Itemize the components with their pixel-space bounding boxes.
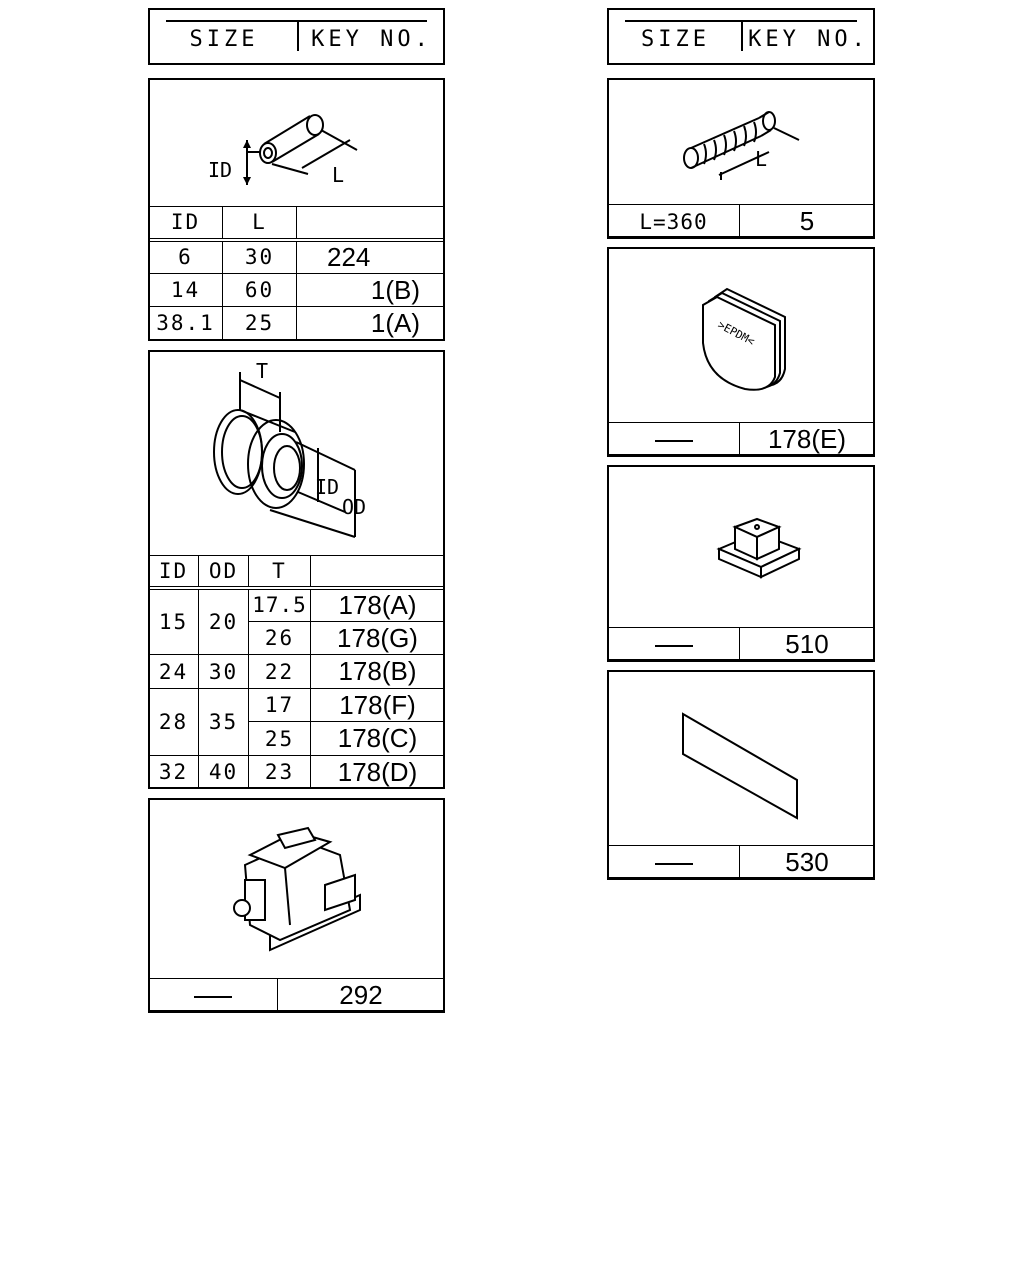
grommet-cell-key: 178(B) — [311, 655, 445, 689]
tube-table — [607, 204, 875, 239]
size-header-label-right: SIZE — [641, 27, 710, 52]
epdm-section — [607, 247, 875, 456]
cap-size-cell — [608, 628, 740, 662]
grommet-col-key — [311, 556, 445, 588]
grommet-cell-key: 178(F) — [311, 689, 445, 722]
table-row — [608, 205, 875, 239]
size-header-label: SIZE — [189, 27, 259, 52]
epdm-print: >EPDM< — [715, 318, 757, 349]
epdm-drawing — [609, 249, 873, 422]
grommet-table — [148, 555, 445, 789]
grommet-cell-id: 32 — [149, 756, 199, 789]
dash-icon — [194, 996, 232, 998]
grommet-cell-t: 17.5 — [249, 588, 311, 622]
table-row — [149, 307, 445, 340]
tube-size-cell: L=360 — [608, 205, 740, 239]
table-row — [149, 756, 445, 789]
hose-cell-key: 1(A) — [297, 307, 445, 340]
grommet-col-id: ID — [149, 556, 199, 588]
table-row — [149, 655, 445, 689]
clip-table — [148, 978, 445, 1013]
hose-section — [148, 78, 445, 341]
grommet-cell-t: 25 — [249, 722, 311, 756]
epdm-key-cell: 178(E) — [740, 423, 875, 457]
grommet-col-od: OD — [199, 556, 249, 588]
grommet-cell-key: 178(C) — [311, 722, 445, 756]
clip-key-cell: 292 — [278, 979, 445, 1013]
hose-l-label: L — [332, 163, 345, 187]
tape-size-cell — [608, 846, 740, 880]
key-header-label: KEY NO. — [311, 27, 432, 52]
grommet-od-label: OD — [342, 495, 367, 519]
grommet-cell-t: 26 — [249, 622, 311, 655]
grommet-cell-t: 22 — [249, 655, 311, 689]
hose-cell-l: 60 — [223, 274, 297, 307]
grommet-cell-od: 35 — [199, 689, 249, 756]
table-row — [149, 240, 445, 274]
grommet-cell-id: 15 — [149, 588, 199, 655]
hose-table — [148, 206, 445, 340]
epdm-table — [607, 422, 875, 457]
hose-cell-id: 6 — [149, 240, 223, 274]
left-header — [148, 8, 445, 65]
tube-section — [607, 78, 875, 238]
grommet-cell-od: 20 — [199, 588, 249, 655]
hose-col-id: ID — [149, 207, 223, 240]
table-row — [149, 979, 445, 1013]
grommet-col-t: T — [249, 556, 311, 588]
tube-drawing — [609, 80, 873, 206]
hose-cell-key: 224 — [297, 240, 445, 274]
grommet-cell-key: 178(D) — [311, 756, 445, 789]
dash-icon — [655, 440, 693, 442]
hose-cell-l: 30 — [223, 240, 297, 274]
grommet-id-label: ID — [315, 475, 340, 499]
grommet-cell-od: 30 — [199, 655, 249, 689]
hose-cell-id: 38.1 — [149, 307, 223, 340]
tube-key-cell: 5 — [740, 205, 875, 239]
hose-col-key — [297, 207, 445, 240]
grommet-section — [148, 350, 445, 789]
tape-section — [607, 670, 875, 879]
table-row — [149, 274, 445, 307]
table-row — [608, 423, 875, 457]
grommet-cell-t: 17 — [249, 689, 311, 722]
grommet-cell-id: 24 — [149, 655, 199, 689]
tube-l-label: L — [755, 147, 768, 171]
grommet-cell-key: 178(G) — [311, 622, 445, 655]
dash-icon — [655, 863, 693, 865]
grommet-cell-t: 23 — [249, 756, 311, 789]
hose-cell-l: 25 — [223, 307, 297, 340]
hose-drawing — [150, 80, 443, 206]
hose-cell-id: 14 — [149, 274, 223, 307]
clip-section — [148, 798, 445, 1012]
cap-table — [607, 627, 875, 662]
table-row — [608, 846, 875, 880]
table-row — [149, 689, 445, 722]
cap-key-cell: 510 — [740, 628, 875, 662]
grommet-cell-od: 40 — [199, 756, 249, 789]
key-header-label-right: KEY NO. — [748, 27, 869, 52]
grommet-drawing — [150, 352, 443, 555]
cap-section — [607, 465, 875, 661]
table-row — [608, 628, 875, 662]
hose-cell-key: 1(B) — [297, 274, 445, 307]
tape-drawing — [609, 672, 873, 845]
cap-drawing — [609, 467, 873, 627]
grommet-cell-key: 178(A) — [311, 588, 445, 622]
clip-drawing — [150, 800, 443, 978]
dash-icon — [655, 645, 693, 647]
grommet-cell-id: 28 — [149, 689, 199, 756]
hose-id-label: ID — [208, 158, 233, 182]
tape-table — [607, 845, 875, 880]
tape-key-cell: 530 — [740, 846, 875, 880]
right-header — [607, 8, 875, 65]
clip-size-cell — [149, 979, 278, 1013]
hose-col-l: L — [223, 207, 297, 240]
epdm-size-cell — [608, 423, 740, 457]
table-row — [149, 588, 445, 622]
grommet-t-label: T — [256, 359, 269, 383]
